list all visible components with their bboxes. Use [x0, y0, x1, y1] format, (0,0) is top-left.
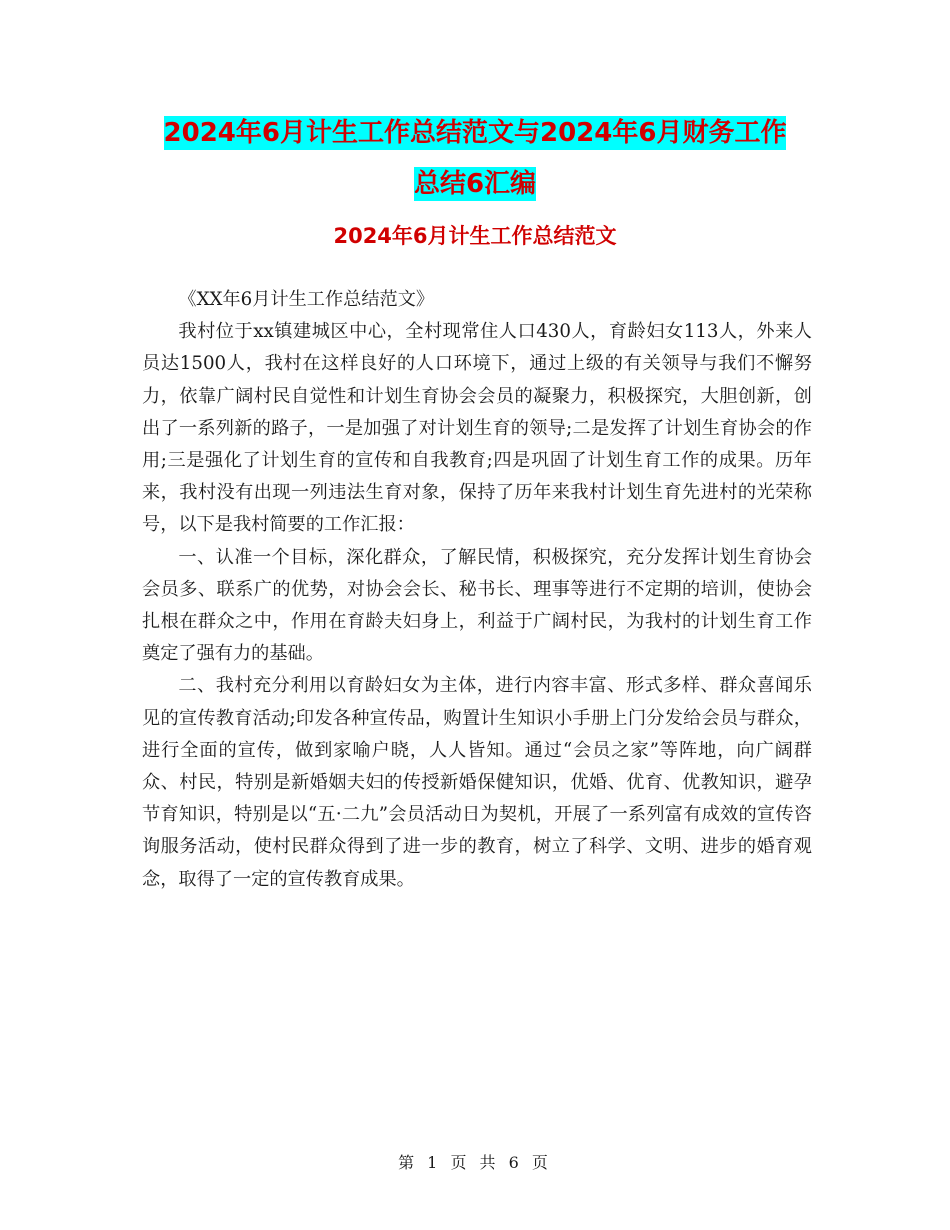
document-title-line-2: 总结6汇编: [413, 169, 537, 199]
paragraph-point-2: 二、我村充分利用以育龄妇女为主体，进行内容丰富、形式多样、群众喜闻乐见的宣传教育活动;印发各种宣传品，购置计生知识小手册上门分发给会员与群众，进行全面的宣传，做到家喻户晓，人人皆知。通过“会员之家”等阵地，向广阔群众、村民，特别是新婚姻夫妇的传授新婚保健知识，优婚、优育、优教知识，避孕节育知识，特别是以“五·二九”会员活动日为契机，开展了一系列富有成效的宣传咨询服务活动，使村民群众得到了进一步的教育，树立了科学、文明、进步的婚育观念，取得了一定的宣传教育成果。: [142, 675, 812, 890]
paragraph-intro: 我村位于xx镇建城区中心，全村现常住人口430人，育龄妇女113人，外来人员达1500人，我村在这样良好的人口环境下，通过上级的有关领导与我们不懈努力，依靠广阔村民自觉性和计划生育协会会员的凝聚力，积极探究，大胆创新，创出了一系列新的路子，一是加强了对计划生育的领导;二是发挥了计划生育协会的作用;三是强化了计划生育的宣传和自我教育;四是巩固了计划生育工作的成果。历年来，我村没有出现一列违法生育对象，保持了历年来我村计划生育先进村的光荣称号，以下是我村简要的工作汇报：: [142, 321, 812, 536]
paragraph-subtitle: 《XX年6月计生工作总结范文》: [178, 289, 435, 310]
document-title: [0, 108, 950, 210]
paragraph-point-1: 一、认准一个目标，深化群众，了解民情，积极探究，充分发挥计划生育协会会员多、联系广的优势，对协会会长、秘书长、理事等进行不定期的培训，使协会扎根在群众之中，作用在育龄夫妇身上，利益于广阔村民，为我村的计划生育工作奠定了强有力的基础。: [142, 546, 812, 665]
document-body: [142, 284, 812, 896]
document-title-line-1: 2024年6月计生工作总结范文与2024年6月财务工作: [163, 118, 787, 148]
page-footer: 第 1 页 共 6 页: [398, 1153, 552, 1172]
section-title: 2024年6月计生工作总结范文: [333, 224, 617, 248]
